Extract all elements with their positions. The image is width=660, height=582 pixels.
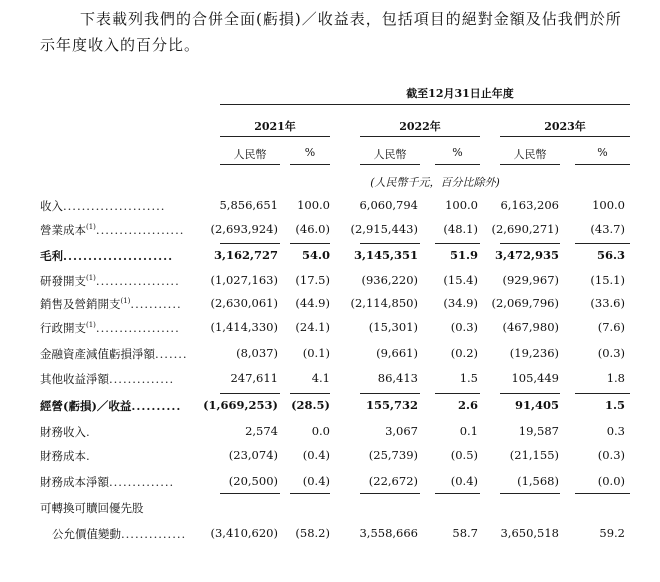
table-row [0, 474, 660, 494]
leader-dots: ...................... [63, 199, 166, 213]
value-2021-rmb: (1,027,163) [210, 273, 278, 287]
table-row [0, 526, 660, 546]
unit-rmb-2021: 人民幣 [233, 148, 267, 161]
unit-rule [435, 164, 480, 165]
period-caption: 截至12月31日止年度 [406, 87, 514, 100]
year-2022: 2022年 [399, 120, 441, 133]
value-2022-rmb: (9,661) [376, 346, 418, 360]
value-2023-rmb: 3,650,518 [500, 526, 559, 540]
value-2022-pct: 100.0 [445, 198, 478, 212]
value-2023-rmb: (19,236) [509, 346, 559, 360]
table-row [0, 500, 660, 520]
value-2023-pct: (0.3) [597, 346, 625, 360]
subtotal-rule [360, 243, 420, 244]
leader-dots: .................. [95, 321, 180, 335]
value-2022-pct: (0.5) [450, 448, 478, 462]
value-2023-rmb: 3,472,935 [494, 248, 559, 262]
row-label-text: 研發開支 [40, 274, 86, 288]
value-2023-pct: (33.6) [590, 296, 625, 310]
table-row [0, 320, 660, 340]
row-label-text: 營業成本 [40, 223, 86, 237]
subtotal-rule [290, 243, 330, 244]
unit-note: (人民幣千元，百分比除外) [370, 176, 500, 189]
value-2021-pct: 4.1 [311, 371, 330, 385]
value-2021-pct: (0.1) [302, 346, 330, 360]
value-2023-rmb: 6,163,206 [500, 198, 559, 212]
row-label-text: 金融資產減值虧損淨額 [40, 347, 155, 361]
value-2023-rmb: (2,690,271) [491, 222, 559, 236]
value-2022-rmb: 3,558,666 [359, 526, 418, 540]
row-label-text: 可轉換可贖回優先股 [40, 501, 144, 515]
value-2022-rmb: 3,067 [385, 424, 418, 438]
table-row [0, 296, 660, 316]
value-2021-rmb: (20,500) [228, 474, 278, 488]
year-rule-2022 [360, 136, 480, 137]
value-2023-pct: (7.6) [597, 320, 625, 334]
value-2023-pct: 1.5 [604, 398, 625, 412]
value-2023-rmb: (929,967) [502, 273, 559, 287]
value-2022-rmb: 3,145,351 [353, 248, 418, 262]
unit-rule [575, 164, 630, 165]
subtotal-rule [500, 243, 560, 244]
value-2023-pct: (0.3) [597, 448, 625, 462]
leader-dots: ................... [95, 223, 185, 237]
row-label [40, 474, 212, 490]
subtotal-rule [575, 393, 630, 394]
value-2022-pct: 58.7 [452, 526, 478, 540]
row-label [40, 500, 212, 516]
subtotal-rule [500, 493, 560, 494]
leader-dots: .............. [109, 372, 175, 386]
subtotal-rule [575, 243, 630, 244]
value-2021-rmb: (3,410,620) [210, 526, 278, 540]
table-row [0, 371, 660, 391]
value-2022-pct: (15.4) [443, 273, 478, 287]
row-label [40, 198, 212, 214]
value-2022-rmb: (2,114,850) [350, 296, 418, 310]
value-2023-rmb: 105,449 [511, 371, 559, 385]
subtotal-rule [220, 393, 280, 394]
row-label [40, 371, 212, 387]
value-2021-pct: (44.9) [295, 296, 330, 310]
value-2023-pct: (43.7) [590, 222, 625, 236]
value-2022-rmb: (15,301) [368, 320, 418, 334]
row-label [40, 273, 212, 289]
value-2022-rmb: (22,672) [368, 474, 418, 488]
unit-rule [220, 164, 280, 165]
value-2021-rmb: (23,074) [228, 448, 278, 462]
row-label-text: 其他收益淨額 [40, 372, 109, 386]
value-2023-rmb: 91,405 [514, 398, 559, 412]
value-2021-rmb: (2,630,061) [210, 296, 278, 310]
value-2021-rmb: 5,856,651 [219, 198, 278, 212]
value-2023-pct: 56.3 [596, 248, 625, 262]
row-label [40, 222, 212, 238]
leader-dots: .................. [95, 274, 180, 288]
value-2022-pct: 51.9 [449, 248, 478, 262]
value-2022-pct: (0.4) [450, 474, 478, 488]
leader-dots: ...................... [63, 249, 174, 263]
value-2021-pct: (58.2) [295, 526, 330, 540]
value-2023-rmb: (1,568) [517, 474, 559, 488]
unit-rule [290, 164, 330, 165]
row-label [52, 526, 212, 542]
value-2021-rmb: 247,611 [230, 371, 278, 385]
unit-rule [360, 164, 420, 165]
row-label-text: 財務收入 [40, 425, 86, 439]
unit-rmb-2022: 人民幣 [373, 148, 407, 161]
intro-line-2: 示年度收入的百分比。 [40, 36, 201, 54]
value-2021-rmb: (8,037) [236, 346, 278, 360]
table-row [0, 273, 660, 293]
value-2021-rmb: 3,162,727 [213, 248, 278, 262]
value-2021-rmb: (1,414,330) [210, 320, 278, 334]
value-2022-pct: 2.6 [457, 398, 478, 412]
row-label-text: 毛利 [40, 249, 63, 263]
row-label [40, 424, 212, 440]
value-2022-pct: (0.2) [450, 346, 478, 360]
table-row [0, 222, 660, 242]
leader-dots: ....... [155, 347, 188, 361]
subtotal-rule [435, 393, 480, 394]
unit-rmb-2023: 人民幣 [513, 148, 547, 161]
value-2023-rmb: (467,980) [502, 320, 559, 334]
leader-dots: . [86, 425, 91, 439]
value-2022-rmb: 6,060,794 [359, 198, 418, 212]
subtotal-rule [360, 393, 420, 394]
year-2023: 2023年 [544, 120, 586, 133]
subtotal-rule [290, 493, 330, 494]
value-2021-pct: 0.0 [311, 424, 330, 438]
subtotal-rule [220, 493, 280, 494]
value-2022-rmb: (936,220) [361, 273, 418, 287]
row-label [40, 296, 212, 312]
value-2021-pct: (24.1) [295, 320, 330, 334]
table-row [0, 198, 660, 218]
unit-pct-2022: % [452, 146, 463, 159]
intro-paragraph [40, 6, 640, 58]
subtotal-rule [290, 393, 330, 394]
table-row [0, 346, 660, 366]
value-2021-pct: (28.5) [291, 398, 330, 412]
row-label-text: 經營(虧損)／收益 [40, 399, 132, 413]
row-label-text: 財務成本 [40, 449, 86, 463]
leader-dots: . [86, 449, 91, 463]
leader-dots: .......... [131, 399, 182, 413]
year-rule-2021 [220, 136, 330, 137]
row-label-text: 銷售及營銷開支 [40, 297, 121, 311]
row-label [40, 346, 212, 362]
footnote-marker: (1) [86, 223, 96, 232]
leader-dots: .............. [121, 527, 187, 541]
row-label-text: 收入 [40, 199, 63, 213]
footnote-marker: (1) [86, 321, 96, 330]
leader-dots: ........... [130, 297, 182, 311]
unit-pct-2021: % [304, 146, 316, 159]
value-2023-pct: 1.8 [606, 371, 625, 385]
row-label [40, 320, 212, 336]
subtotal-rule [435, 243, 480, 244]
value-2021-pct: 54.0 [301, 248, 330, 262]
table-row [0, 448, 660, 468]
year-rule-2023 [500, 136, 630, 137]
value-2022-rmb: (2,915,443) [350, 222, 418, 236]
caption-rule [220, 104, 630, 105]
value-2023-pct: (15.1) [590, 273, 625, 287]
value-2021-pct: (0.4) [302, 448, 330, 462]
value-2022-pct: (0.3) [450, 320, 478, 334]
value-2022-pct: (48.1) [443, 222, 478, 236]
value-2023-pct: (0.0) [597, 474, 625, 488]
subtotal-rule [435, 493, 480, 494]
intro-line-1: 下表載列我們的合併全面(虧損)／收益表，包括項目的絕對金額及佔我們於所 [80, 10, 622, 28]
value-2021-pct: (0.4) [302, 474, 330, 488]
footnote-marker: (1) [86, 274, 96, 283]
row-label-text: 行政開支 [40, 321, 86, 335]
value-2021-rmb: 2,574 [245, 424, 278, 438]
subtotal-rule [360, 493, 420, 494]
value-2021-pct: 100.0 [297, 198, 330, 212]
footnote-marker: (1) [120, 297, 131, 306]
value-2022-rmb: (25,739) [368, 448, 418, 462]
row-label-text: 財務成本淨額 [40, 475, 109, 489]
value-2023-pct: 59.2 [599, 526, 625, 540]
table-row [0, 398, 660, 418]
value-2022-pct: (34.9) [443, 296, 478, 310]
row-label [40, 448, 212, 464]
value-2023-pct: 0.3 [606, 424, 625, 438]
unit-pct-2023: % [597, 146, 608, 159]
leader-dots: .............. [109, 475, 175, 489]
subtotal-rule [575, 493, 630, 494]
value-2022-pct: 0.1 [459, 424, 478, 438]
value-2021-pct: (17.5) [295, 273, 330, 287]
value-2022-rmb: 86,413 [377, 371, 418, 385]
table-row [0, 424, 660, 444]
value-2021-rmb: (1,669,253) [203, 398, 278, 412]
value-2021-pct: (46.0) [295, 222, 330, 236]
row-label-text: 公允價值變動 [52, 527, 121, 541]
subtotal-rule [500, 393, 560, 394]
value-2023-rmb: (21,155) [509, 448, 559, 462]
value-2023-pct: 100.0 [592, 198, 625, 212]
unit-rule [500, 164, 560, 165]
year-2021: 2021年 [254, 120, 296, 133]
row-label [40, 398, 212, 414]
value-2023-rmb: 19,587 [518, 424, 559, 438]
table-row [0, 248, 660, 268]
value-2021-rmb: (2,693,924) [210, 222, 278, 236]
value-2022-rmb: 155,732 [365, 398, 418, 412]
value-2023-rmb: (2,069,796) [491, 296, 559, 310]
value-2022-pct: 1.5 [459, 371, 478, 385]
subtotal-rule [220, 243, 280, 244]
row-label [40, 248, 212, 264]
